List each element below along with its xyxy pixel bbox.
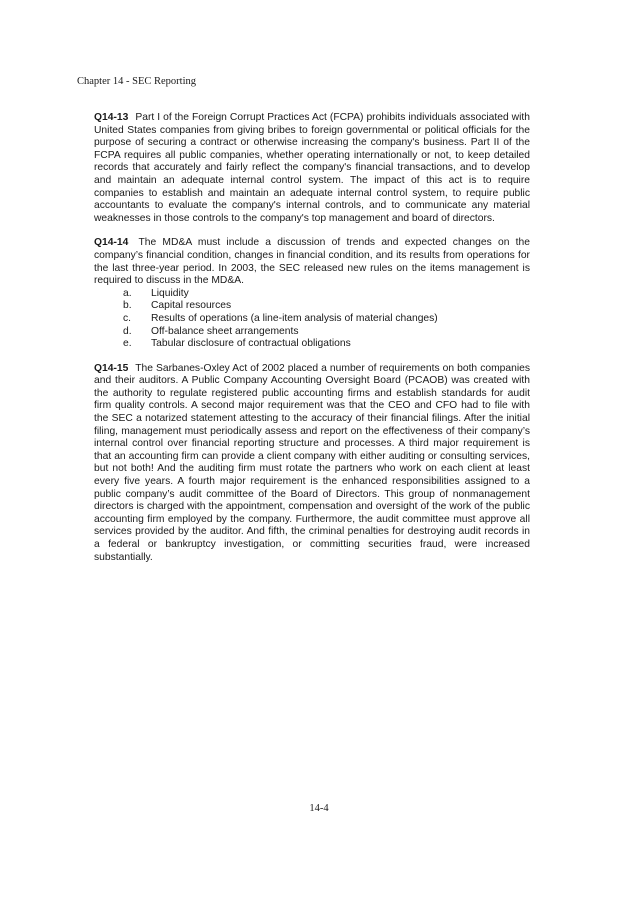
list-item bbox=[123, 288, 530, 301]
document-body bbox=[94, 112, 530, 564]
list-item bbox=[123, 338, 530, 351]
list-item-text: Tabular disclosure of contractual obligations bbox=[151, 338, 351, 350]
list-item-letter: e. bbox=[123, 338, 132, 350]
question-id: Q14-15 bbox=[94, 362, 129, 374]
question-q14-13 bbox=[94, 112, 530, 225]
question-text: The MD&A must include a discussion of trends and expected changes on the company’s financial condition, changes in financial condition, and its results from operations for the last three-year period. In 2003, the SEC released new rules on the items management is required to discuss in the MD&A. bbox=[94, 237, 530, 287]
list-item-letter: a. bbox=[123, 287, 132, 299]
question-q14-15 bbox=[94, 363, 530, 565]
list-item-text: Off-balance sheet arrangements bbox=[151, 325, 299, 337]
list-item-letter: b. bbox=[123, 300, 132, 312]
list-item-text: Liquidity bbox=[151, 287, 189, 299]
list-item-letter: d. bbox=[123, 325, 132, 337]
question-text: Part I of the Foreign Corrupt Practices Act (FCPA) prohibits individuals associated with United States companies from giving bribes to foreign governmental or political officials for the purpose of securing a contract or otherwise increasing the company's business. Part II of the FCPA requires all public companies, whether operating internationally or not, to keep detailed records that accurately and fairly reflect the company's financial transactions, and to develop and maintain an adequate internal control system. The impact of this act is to require companies to establish and maintain an adequate internal control system, to require public accountants to evaluate the company's internal controls, and to communicate any material weaknesses in those controls to the company's top management and board of directors. bbox=[94, 112, 530, 224]
list-item-letter: c. bbox=[123, 312, 132, 324]
question-q14-14 bbox=[94, 237, 530, 287]
list-item bbox=[123, 326, 530, 339]
list-item bbox=[123, 300, 530, 313]
list-item-text: Results of operations (a line-item analysis of material changes) bbox=[151, 312, 438, 324]
question-id: Q14-13 bbox=[94, 112, 129, 123]
question-id: Q14-14 bbox=[94, 237, 129, 249]
question-text: The Sarbanes-Oxley Act of 2002 placed a number of requirements on both companies and their auditors. A Public Company Accounting Oversight Board (PCAOB) was created with the authority to regulate registered public accounting firms and establish standards for audit firm quality controls. A second major requirement was that the CEO and CFO had to file with the SEC a notarized statement attesting to the accuracy of their financial filings. After the initial filing, management must periodically assess and report on the effectiveness of their company’s internal control over financial reporting structure and processes. A third major requirement is that an accounting firm can provide a client company with either auditing or consulting services, but not both! And the auditing firm must rotate the partners who work on each client at least every five years. A fourth major requirement is the enhanced responsibilities assigned to a public company’s audit committee of the Board of Directors. This group of nonmanagement directors is charged with the appointment, compensation and oversight of the work of the public accounting firm employed by the company. Furthermore, the audit committee must approve all services provided by the auditor. And fifth, the criminal penalties for destroying audit records in a federal or bankruptcy investigation, or committing securities fraud, were increased substantially. bbox=[94, 362, 530, 563]
chapter-header: Chapter 14 - SEC Reporting bbox=[77, 76, 196, 87]
list-item bbox=[123, 313, 530, 326]
page-number: 14-4 bbox=[309, 803, 329, 814]
list-item-text: Capital resources bbox=[151, 300, 232, 312]
mdna-items-list bbox=[94, 288, 530, 351]
